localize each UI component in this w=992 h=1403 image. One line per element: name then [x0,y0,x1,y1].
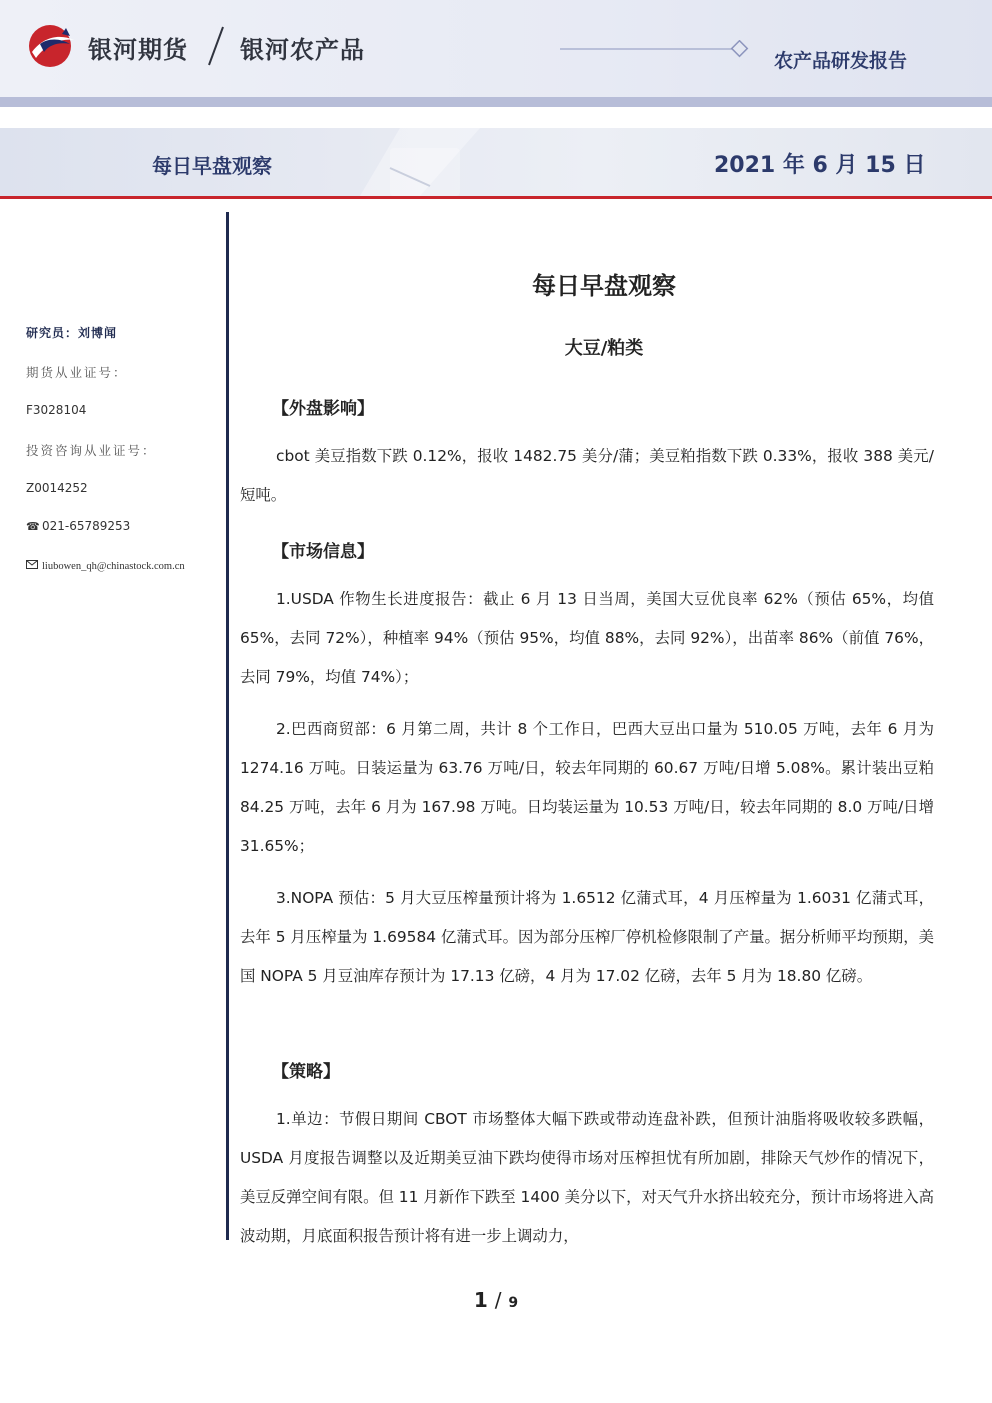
mail-icon [26,559,39,572]
header-decoration [560,40,760,60]
page-number [0,1288,992,1312]
band-decoration [360,128,540,196]
section-heading-external: 【外盘影响】 [272,399,374,419]
report-date: 2021 年 6 月 15 日 [714,153,926,178]
sidebar-divider [226,212,229,1240]
brand-divider [206,24,226,68]
total-pages: 9 [508,1295,519,1311]
paragraph-market-2: 2.巴西商贸部：6 月第二周，共计 8 个工作日，巴西大豆出口量为 510.05 万吨，去年 6 月为 1274.16 万吨。日装运量为 63.76 万吨/日，较去年同期的 60.67 万吨/日增 5.08%。累计装出豆粕 84.25 万吨，去年 6 月为 167.98 万吨。日均装运量为 10.53 万吨/日，较去年同期的 8.0 万吨/日增 31.65%； [240,720,934,855]
paragraph-strategy-1: 1.单边：节假日期间 CBOT 市场整体大幅下跌或带动连盘补跌，但预计油脂将吸收较多跌幅，USDA 月度报告调整以及近期美豆油下跌均使得市场对压榨担忧有所加剧，排除天气炒作的情况下，美豆反弹空间有限。但 11 月新作下跌至 1400 美分以下，对天气升水挤出较充分，预计市场将进入高波动期，月底面积报告预计将有进一步上调动力， [240,1110,934,1245]
consult-license-label: 投资咨询从业证号： [26,443,157,458]
header-stripe [0,97,992,107]
red-divider [0,196,992,199]
current-page: 1 [473,1288,488,1312]
brand-name: 银河期货 [88,36,188,64]
document-title: 每日早盘观察 [532,272,676,300]
paragraph-market-1: 1.USDA 作物生长进度报告：截止 6 月 13 日当周，美国大豆优良率 62%（预估 65%，均值 65%，去同 72%），种植率 94%（预估 95%，均值 88%，去同 92%），出苗率 86%（前值 76%，去同 79%，均值 74%）； [240,590,934,686]
paragraph-external-1: cbot 美豆指数下跌 0.12%，报收 1482.75 美分/蒲；美豆粕指数下跌 0.33%，报收 388 美元/短吨。 [240,447,934,504]
license-label: 期货从业证号： [26,365,128,380]
section-heading-strategy: 【策略】 [272,1062,340,1082]
researcher-label: 研究员： [26,326,79,340]
license-number: F3028104 [26,403,87,417]
page-separator: / [494,1288,502,1312]
researcher-line [26,324,117,341]
document-subtitle: 大豆/粕类 [564,338,644,359]
email-line[interactable] [26,558,185,572]
report-type-label: 农产品研发报告 [774,50,908,72]
consult-license-number: Z0014252 [26,481,88,495]
phone-number: 021-65789253 [42,519,131,533]
section-heading-market: 【市场信息】 [272,542,374,562]
brand-subtitle: 银河农产品 [240,36,365,64]
email-address[interactable]: liubowen_qh@chinastock.com.cn [42,561,185,572]
report-header [0,0,992,97]
phone-icon: ☎ [26,520,40,533]
phone-line [26,519,130,533]
galaxy-logo-icon [26,22,78,68]
researcher-name: 刘博闻 [78,326,118,340]
band-title: 每日早盘观察 [152,154,272,178]
title-band [0,128,992,196]
paragraph-market-3: 3.NOPA 预估：5 月大豆压榨量预计将为 1.6512 亿蒲式耳，4 月压榨量为 1.6031 亿蒲式耳，去年 5 月压榨量为 1.69584 亿蒲式耳。因为部分压榨厂停机检修限制了产量。据分析师平均预期，美国 NOPA 5 月豆油库存预计为 17.13 亿磅，4 月为 17.02 亿磅，去年 5 月为 18.80 亿磅。 [240,889,934,985]
